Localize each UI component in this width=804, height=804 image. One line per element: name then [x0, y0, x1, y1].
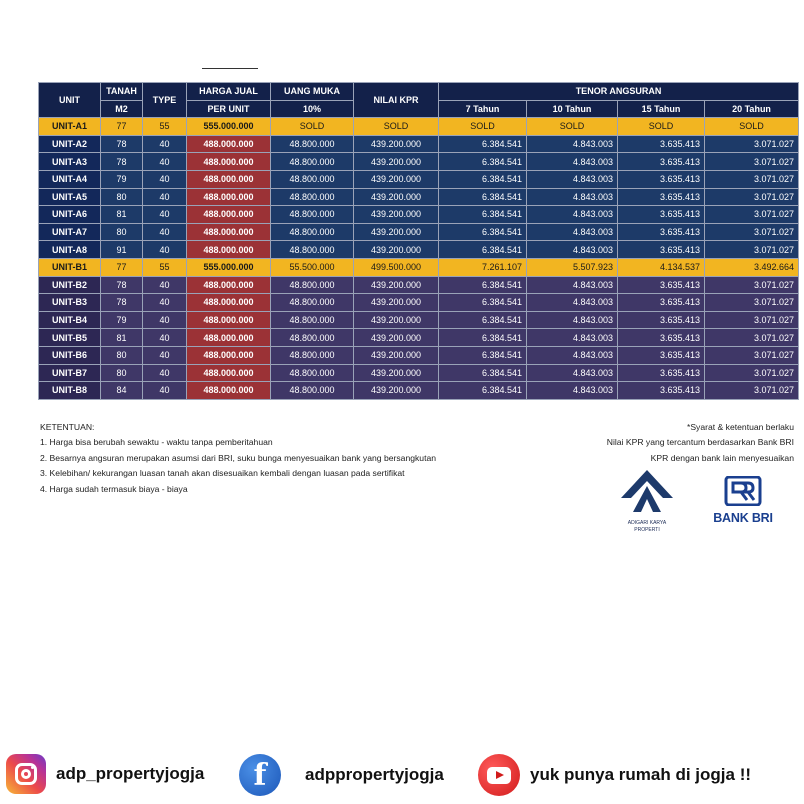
type-cell: 40 [143, 364, 187, 382]
unit-cell: UNIT-A5 [39, 188, 101, 206]
header-row-1 [39, 83, 799, 101]
adp-logo [617, 468, 677, 532]
tenor-15-cell: 3.635.413 [618, 294, 705, 312]
col-tanah-header: TANAH [101, 83, 143, 101]
type-cell: 40 [143, 206, 187, 224]
unit-cell: UNIT-B3 [39, 294, 101, 312]
unit-cell: UNIT-B1 [39, 258, 101, 276]
uang-muka-cell: 48.800.000 [271, 329, 354, 347]
disclaimer-line-2: Nilai KPR yang tercantum berdasarkan Bank BRI [606, 437, 794, 448]
nilai-kpr-cell: 439.200.000 [354, 206, 439, 224]
tenor-7-cell: 6.384.541 [439, 135, 527, 153]
tenor-7-cell: SOLD [439, 118, 527, 136]
uang-muka-cell: 48.800.000 [271, 294, 354, 312]
table-row [39, 135, 799, 153]
table-row [39, 258, 799, 276]
terms-item-4: 4. Harga sudah termasuk biaya - biaya [40, 483, 188, 494]
table-row [39, 223, 799, 241]
tenor-7-cell: 6.384.541 [439, 294, 527, 312]
table-row [39, 329, 799, 347]
table-row [39, 311, 799, 329]
tanah-cell: 79 [101, 170, 143, 188]
tenor-15-cell: 3.635.413 [618, 329, 705, 347]
tenor-7-cell: 6.384.541 [439, 206, 527, 224]
harga-cell: 488.000.000 [187, 329, 271, 347]
tenor-10-cell: 4.843.003 [527, 346, 618, 364]
type-cell: 40 [143, 223, 187, 241]
table-row [39, 346, 799, 364]
tenor-7-cell: 6.384.541 [439, 382, 527, 400]
tenor-15-cell: 3.635.413 [618, 276, 705, 294]
type-cell: 40 [143, 135, 187, 153]
tenor-15-cell: 3.635.413 [618, 170, 705, 188]
harga-cell: 555.000.000 [187, 118, 271, 136]
tenor-15-cell: 3.635.413 [618, 153, 705, 171]
facebook-handle: adppropertyjogja [305, 765, 444, 784]
tenor-15-cell: 3.635.413 [618, 346, 705, 364]
tenor-15-cell: 3.635.413 [618, 223, 705, 241]
unit-cell: UNIT-B4 [39, 311, 101, 329]
tenor-15-cell: 3.635.413 [618, 311, 705, 329]
tenor-7-cell: 6.384.541 [439, 241, 527, 259]
facebook-icon: f [239, 754, 281, 796]
type-cell: 55 [143, 118, 187, 136]
nilai-kpr-cell: 439.200.000 [354, 188, 439, 206]
tenor-20-cell: SOLD [705, 118, 799, 136]
tenor-10-cell: 4.843.003 [527, 364, 618, 382]
nilai-kpr-cell: 439.200.000 [354, 276, 439, 294]
disclaimer-line-1: *Syarat & ketentuan berlaku [686, 422, 794, 432]
unit-cell: UNIT-A2 [39, 135, 101, 153]
harga-cell: 488.000.000 [187, 206, 271, 224]
harga-cell: 488.000.000 [187, 311, 271, 329]
tenor-10-cell: 4.843.003 [527, 294, 618, 312]
terms-item-1: 1. Harga bisa berubah sewaktu - waktu tanpa pemberitahuan [40, 437, 273, 448]
type-cell: 40 [143, 153, 187, 171]
uang-muka-cell: 48.800.000 [271, 170, 354, 188]
tenor-15-cell: 3.635.413 [618, 188, 705, 206]
tenor-20-cell: 3.071.027 [705, 223, 799, 241]
uang-muka-cell: 48.800.000 [271, 188, 354, 206]
nilai-kpr-cell: 439.200.000 [354, 382, 439, 400]
youtube-icon [478, 754, 520, 796]
tenor-20-cell: 3.071.027 [705, 206, 799, 224]
uang-muka-cell: 48.800.000 [271, 135, 354, 153]
tenor-10-cell: 4.843.003 [527, 153, 618, 171]
bri-wordmark: BANK BRI [713, 511, 773, 525]
disclaimer-line-3: KPR dengan bank lain menyesuaikan [650, 452, 794, 463]
table-row [39, 276, 799, 294]
type-cell: 40 [143, 329, 187, 347]
harga-cell: 488.000.000 [187, 153, 271, 171]
uang-muka-cell: 48.800.000 [271, 276, 354, 294]
unit-cell: UNIT-B8 [39, 382, 101, 400]
tanah-cell: 84 [101, 382, 143, 400]
table-row [39, 153, 799, 171]
tenor-10-cell: 4.843.003 [527, 223, 618, 241]
uang-muka-cell: 48.800.000 [271, 206, 354, 224]
col-tenor-10-header: 10 Tahun [527, 100, 618, 118]
tenor-20-cell: 3.071.027 [705, 153, 799, 171]
tenor-20-cell: 3.071.027 [705, 170, 799, 188]
nilai-kpr-cell: 439.200.000 [354, 153, 439, 171]
tenor-20-cell: 3.071.027 [705, 294, 799, 312]
tanah-cell: 80 [101, 188, 143, 206]
youtube-channel: yuk punya rumah di jogja !! [530, 765, 752, 784]
uang-muka-cell: 48.800.000 [271, 153, 354, 171]
tenor-10-cell: 4.843.003 [527, 170, 618, 188]
unit-cell: UNIT-B5 [39, 329, 101, 347]
terms-item-3: 3. Kelebihan/ kekurangan luasan tanah akan disesuaikan kembali dengan luasan pada sertifikat [40, 468, 405, 479]
tenor-20-cell: 3.071.027 [705, 346, 799, 364]
tanah-cell: 79 [101, 311, 143, 329]
harga-cell: 488.000.000 [187, 346, 271, 364]
youtube-link[interactable] [478, 754, 751, 796]
harga-cell: 488.000.000 [187, 223, 271, 241]
tanah-cell: 81 [101, 206, 143, 224]
tenor-7-cell: 6.384.541 [439, 364, 527, 382]
unit-cell: UNIT-A1 [39, 118, 101, 136]
tenor-20-cell: 3.492.664 [705, 258, 799, 276]
price-table [38, 82, 799, 400]
tenor-10-cell: 4.843.003 [527, 135, 618, 153]
nilai-kpr-cell: 439.200.000 [354, 364, 439, 382]
instagram-handle: adp_propertyjogja [56, 764, 205, 783]
harga-cell: 488.000.000 [187, 241, 271, 259]
uang-muka-cell: 48.800.000 [271, 364, 354, 382]
tenor-7-cell: 6.384.541 [439, 329, 527, 347]
uang-muka-cell: 48.800.000 [271, 223, 354, 241]
tenor-7-cell: 6.384.541 [439, 346, 527, 364]
tenor-20-cell: 3.071.027 [705, 188, 799, 206]
tenor-20-cell: 3.071.027 [705, 241, 799, 259]
table-row [39, 294, 799, 312]
col-harga-header: HARGA JUAL [187, 83, 271, 101]
nilai-kpr-cell: 439.200.000 [354, 311, 439, 329]
top-divider-line [202, 68, 258, 69]
tenor-10-cell: SOLD [527, 118, 618, 136]
harga-cell: 488.000.000 [187, 364, 271, 382]
col-unit-header: UNIT [39, 83, 101, 118]
tenor-7-cell: 6.384.541 [439, 153, 527, 171]
instagram-link[interactable] [6, 754, 204, 794]
nilai-kpr-cell: 439.200.000 [354, 223, 439, 241]
tanah-cell: 77 [101, 118, 143, 136]
tenor-10-cell: 4.843.003 [527, 241, 618, 259]
tenor-15-cell: 3.635.413 [618, 135, 705, 153]
type-cell: 40 [143, 382, 187, 400]
tenor-20-cell: 3.071.027 [705, 329, 799, 347]
harga-cell: 488.000.000 [187, 294, 271, 312]
instagram-icon [6, 754, 46, 794]
col-tenor-15-header: 15 Tahun [618, 100, 705, 118]
col-tenor-20-header: 20 Tahun [705, 100, 799, 118]
col-per-unit-header: PER UNIT [187, 100, 271, 118]
adp-caption-1: ADIGARI KARYA [627, 520, 667, 526]
tenor-15-cell: 4.134.537 [618, 258, 705, 276]
facebook-link[interactable] [239, 754, 444, 796]
unit-cell: UNIT-B2 [39, 276, 101, 294]
tanah-cell: 80 [101, 223, 143, 241]
type-cell: 40 [143, 241, 187, 259]
terms-item-2: 2. Besarnya angsuran merupakan asumsi dari BRI, suku bunga menyesuaikan bank yang bersangkutan [40, 452, 437, 463]
col-persen-header: 10% [271, 100, 354, 118]
tenor-7-cell: 6.384.541 [439, 170, 527, 188]
harga-cell: 488.000.000 [187, 170, 271, 188]
adp-house-icon [619, 468, 675, 514]
type-cell: 55 [143, 258, 187, 276]
tanah-cell: 80 [101, 364, 143, 382]
harga-cell: 488.000.000 [187, 276, 271, 294]
table-row [39, 206, 799, 224]
type-cell: 40 [143, 294, 187, 312]
tenor-10-cell: 4.843.003 [527, 329, 618, 347]
uang-muka-cell: 48.800.000 [271, 346, 354, 364]
adp-caption-2: PROPERTI [634, 527, 660, 533]
tenor-7-cell: 7.261.107 [439, 258, 527, 276]
tenor-20-cell: 3.071.027 [705, 364, 799, 382]
unit-cell: UNIT-A7 [39, 223, 101, 241]
unit-cell: UNIT-A8 [39, 241, 101, 259]
uang-muka-cell: SOLD [271, 118, 354, 136]
social-footer [0, 748, 804, 798]
tenor-20-cell: 3.071.027 [705, 135, 799, 153]
bri-logo [708, 476, 778, 525]
tenor-10-cell: 4.843.003 [527, 206, 618, 224]
tenor-7-cell: 6.384.541 [439, 188, 527, 206]
col-tenor-7-header: 7 Tahun [439, 100, 527, 118]
tenor-10-cell: 4.843.003 [527, 188, 618, 206]
col-m2-header: M2 [101, 100, 143, 118]
unit-cell: UNIT-A6 [39, 206, 101, 224]
harga-cell: 555.000.000 [187, 258, 271, 276]
table-row [39, 188, 799, 206]
tanah-cell: 81 [101, 329, 143, 347]
type-cell: 40 [143, 311, 187, 329]
table-row [39, 170, 799, 188]
tanah-cell: 78 [101, 135, 143, 153]
harga-cell: 488.000.000 [187, 135, 271, 153]
unit-cell: UNIT-B7 [39, 364, 101, 382]
type-cell: 40 [143, 276, 187, 294]
harga-cell: 488.000.000 [187, 382, 271, 400]
type-cell: 40 [143, 170, 187, 188]
col-nilai-kpr-header: NILAI KPR [354, 83, 439, 118]
price-table-body [39, 118, 799, 400]
nilai-kpr-cell: 439.200.000 [354, 135, 439, 153]
col-tenor-header: TENOR ANGSURAN [439, 83, 799, 101]
tenor-10-cell: 4.843.003 [527, 276, 618, 294]
tanah-cell: 78 [101, 294, 143, 312]
terms-title: KETENTUAN: [40, 422, 95, 432]
nilai-kpr-cell: 439.200.000 [354, 346, 439, 364]
unit-cell: UNIT-A3 [39, 153, 101, 171]
uang-muka-cell: 48.800.000 [271, 311, 354, 329]
nilai-kpr-cell: 499.500.000 [354, 258, 439, 276]
tanah-cell: 77 [101, 258, 143, 276]
uang-muka-cell: 55.500.000 [271, 258, 354, 276]
tanah-cell: 91 [101, 241, 143, 259]
tenor-10-cell: 5.507.923 [527, 258, 618, 276]
nilai-kpr-cell: SOLD [354, 118, 439, 136]
type-cell: 40 [143, 346, 187, 364]
tenor-10-cell: 4.843.003 [527, 382, 618, 400]
col-type-header: TYPE [143, 83, 187, 118]
tenor-15-cell: 3.635.413 [618, 206, 705, 224]
uang-muka-cell: 48.800.000 [271, 382, 354, 400]
tanah-cell: 78 [101, 276, 143, 294]
unit-cell: UNIT-B6 [39, 346, 101, 364]
tenor-15-cell: 3.635.413 [618, 241, 705, 259]
tenor-7-cell: 6.384.541 [439, 223, 527, 241]
nilai-kpr-cell: 439.200.000 [354, 241, 439, 259]
nilai-kpr-cell: 439.200.000 [354, 294, 439, 312]
tanah-cell: 80 [101, 346, 143, 364]
table-row [39, 364, 799, 382]
nilai-kpr-cell: 439.200.000 [354, 329, 439, 347]
tenor-20-cell: 3.071.027 [705, 311, 799, 329]
disclaimer [607, 420, 794, 466]
tenor-15-cell: 3.635.413 [618, 364, 705, 382]
tanah-cell: 78 [101, 153, 143, 171]
uang-muka-cell: 48.800.000 [271, 241, 354, 259]
type-cell: 40 [143, 188, 187, 206]
table-row [39, 382, 799, 400]
col-uang-muka-header: UANG MUKA [271, 83, 354, 101]
tenor-7-cell: 6.384.541 [439, 276, 527, 294]
tenor-20-cell: 3.071.027 [705, 382, 799, 400]
terms-notes [40, 420, 436, 497]
harga-cell: 488.000.000 [187, 188, 271, 206]
table-row [39, 118, 799, 136]
tenor-10-cell: 4.843.003 [527, 311, 618, 329]
tenor-7-cell: 6.384.541 [439, 311, 527, 329]
tenor-15-cell: 3.635.413 [618, 382, 705, 400]
table-row [39, 241, 799, 259]
bri-mark-icon [723, 476, 763, 506]
unit-cell: UNIT-A4 [39, 170, 101, 188]
tenor-20-cell: 3.071.027 [705, 276, 799, 294]
nilai-kpr-cell: 439.200.000 [354, 170, 439, 188]
tenor-15-cell: SOLD [618, 118, 705, 136]
